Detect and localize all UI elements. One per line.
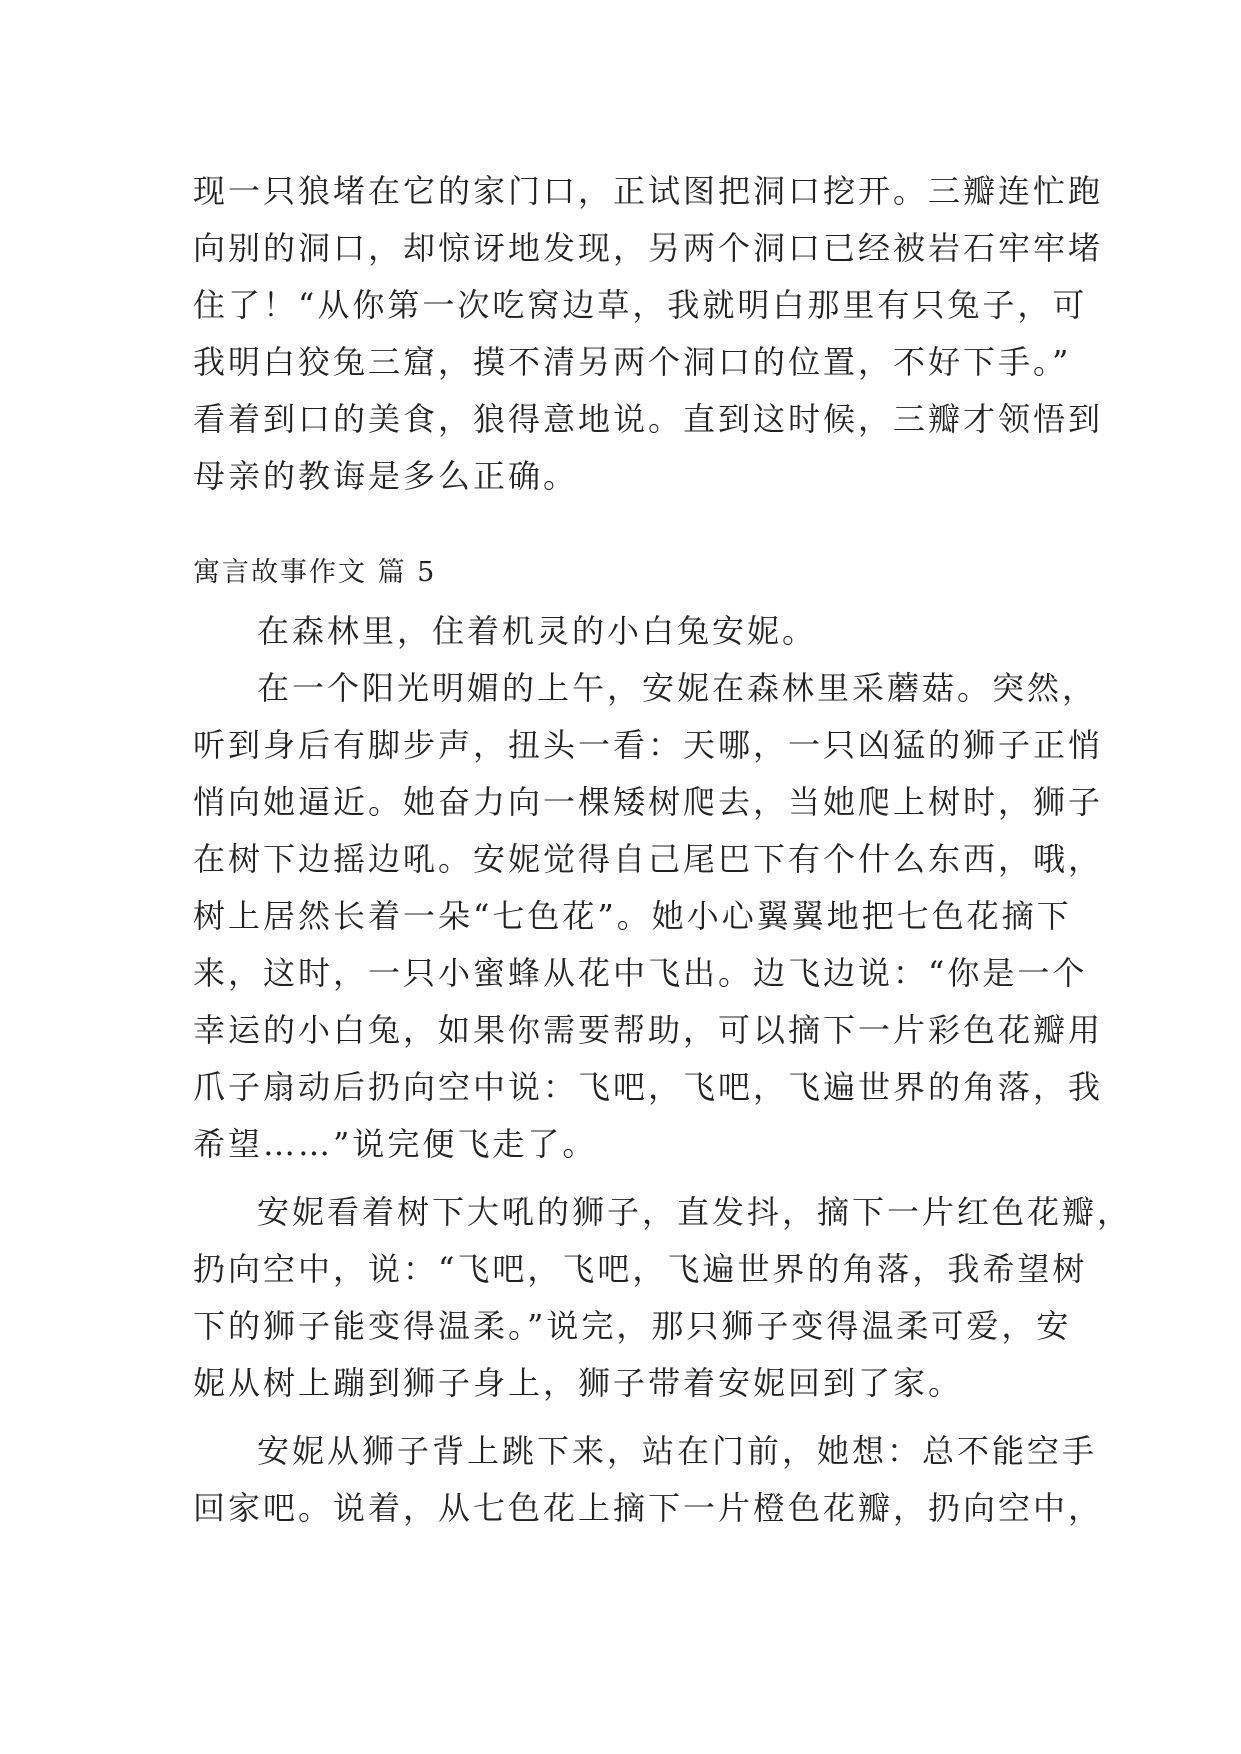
text-line: 安妮从狮子背上跳下来，站在门前，她想：总不能空手: [257, 1432, 1098, 1470]
text-line: 妮从树上蹦到狮子身上，狮子带着安妮回到了家。: [193, 1364, 964, 1402]
section-paragraph: [193, 603, 1053, 660]
text-line: 树上居然长着一朵“七色花”。她小心翼翼地把七色花摘下: [193, 897, 1072, 935]
section-paragraph: [193, 1423, 1104, 1537]
text-line: 来，这时，一只小蜜蜂从花中飞出。边飞边说：“你是一个: [193, 954, 1088, 992]
text-line: 现一只狼堵在它的家门口，正试图把洞口挖开。三瓣连忙跑: [193, 172, 1104, 210]
text-line: 悄向她逼近。她奋力向一棵矮树爬去，当她爬上树时，狮子: [193, 783, 1104, 821]
paragraph-gap: [193, 1173, 1053, 1184]
text-line: 爪子扇动后扔向空中说：飞吧，飞吧，飞遍世界的角落，我: [193, 1068, 1104, 1106]
paragraph-continuation: [193, 163, 1104, 505]
text-line: 在一个阳光明媚的上午，安妮在森林里采蘑菇。突然，: [257, 669, 1098, 707]
section-paragraph: [193, 1184, 1133, 1412]
text-line: 幸运的小白兔，如果你需要帮助，可以摘下一片彩色花瓣用: [193, 1011, 1104, 1049]
document-page: [193, 163, 1133, 1537]
text-line: 希望……”说完便飞走了。: [193, 1125, 598, 1163]
text-line: 我明白狡兔三窟，摸不清另两个洞口的位置，不好下手。”: [193, 343, 1072, 381]
paragraph-gap: [193, 1412, 1053, 1423]
text-line: 在树下边摇边吼。安妮觉得自己尾巴下有个什么东西，哦，: [193, 840, 1104, 878]
text-line: 住了！“从你第一次吃窝边草，我就明白那里有只兔子，可: [193, 286, 1088, 324]
section-heading: 寓言故事作文 篇 5: [193, 557, 437, 588]
text-line: 看着到口的美食，狼得意地说。直到这时候，三瓣才领悟到: [193, 400, 1104, 438]
text-line: 下的狮子能变得温柔。”说完，那只狮子变得温柔可爱，安: [193, 1307, 1072, 1345]
text-line: 听到身后有脚步声，扭头一看：天哪，一只凶猛的狮子正悄: [193, 726, 1104, 764]
text-line: 扔向空中，说：“飞吧，飞吧，飞遍世界的角落，我希望树: [193, 1250, 1088, 1288]
text-line: 在森林里，住着机灵的小白兔安妮。: [257, 612, 818, 650]
text-line: 母亲的教诲是多么正确。: [193, 457, 579, 495]
section-paragraph: [193, 660, 1104, 1173]
text-line: 向别的洞口，却惊讶地发现，另两个洞口已经被岩石牢牢堵: [193, 229, 1104, 267]
text-line: 回家吧。说着，从七色花上摘下一片橙色花瓣，扔向空中，: [193, 1489, 1104, 1527]
text-line: 安妮看着树下大吼的狮子，直发抖，摘下一片红色花瓣，: [257, 1193, 1133, 1231]
